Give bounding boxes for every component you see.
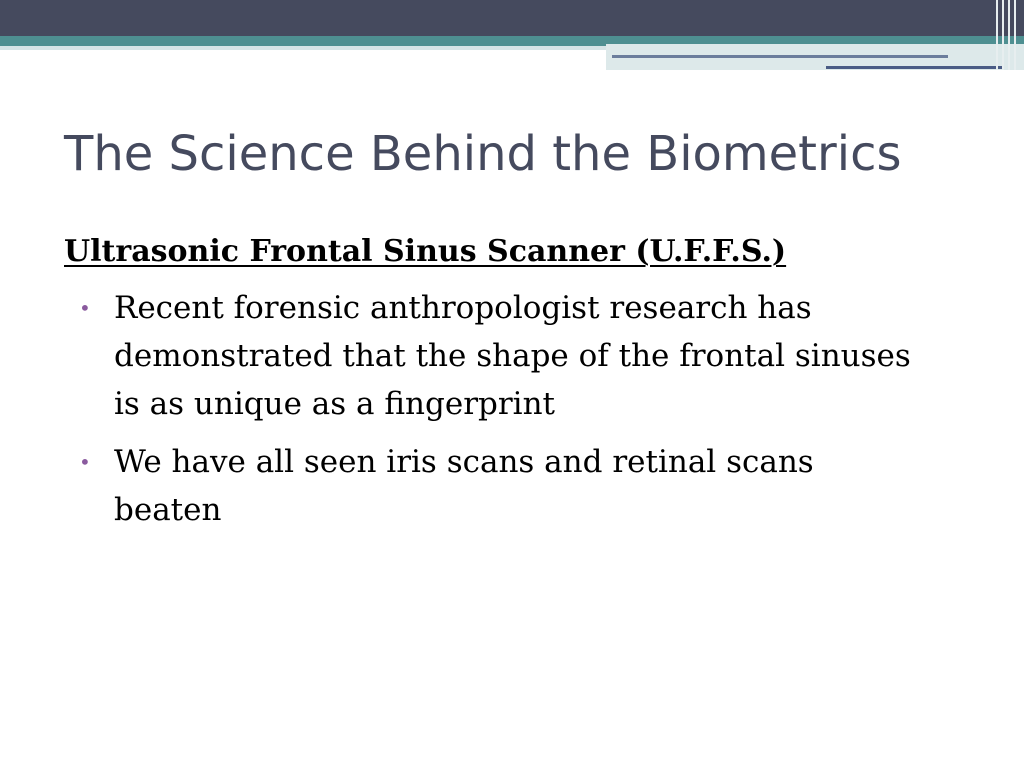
bullet-text: Recent forensic anthropologist research has demonstrated that the shape of the frontal sinuses is as unique as a fingerprint (114, 290, 911, 422)
bullet-item (0, 438, 924, 534)
bullet-dot-icon: • (79, 450, 91, 474)
header-accent-line-lower (826, 66, 1004, 69)
header-band-dark (0, 0, 1024, 36)
header-stripe (1014, 0, 1016, 70)
header-accent-line-upper (612, 55, 948, 58)
header-stripe (996, 0, 998, 70)
slide-title: The Science Behind the Biometrics (64, 126, 902, 182)
bullet-item (0, 284, 924, 428)
header-stripe (1008, 0, 1010, 70)
section-subheading: Ultrasonic Frontal Sinus Scanner (U.F.F.S.) (64, 234, 787, 269)
bullet-list (0, 284, 1024, 544)
bullet-dot-icon: • (79, 296, 91, 320)
bullet-text: We have all seen iris scans and retinal scans beaten (114, 444, 814, 528)
header-vertical-stripes (992, 0, 1024, 70)
header-stripe (1002, 0, 1004, 70)
